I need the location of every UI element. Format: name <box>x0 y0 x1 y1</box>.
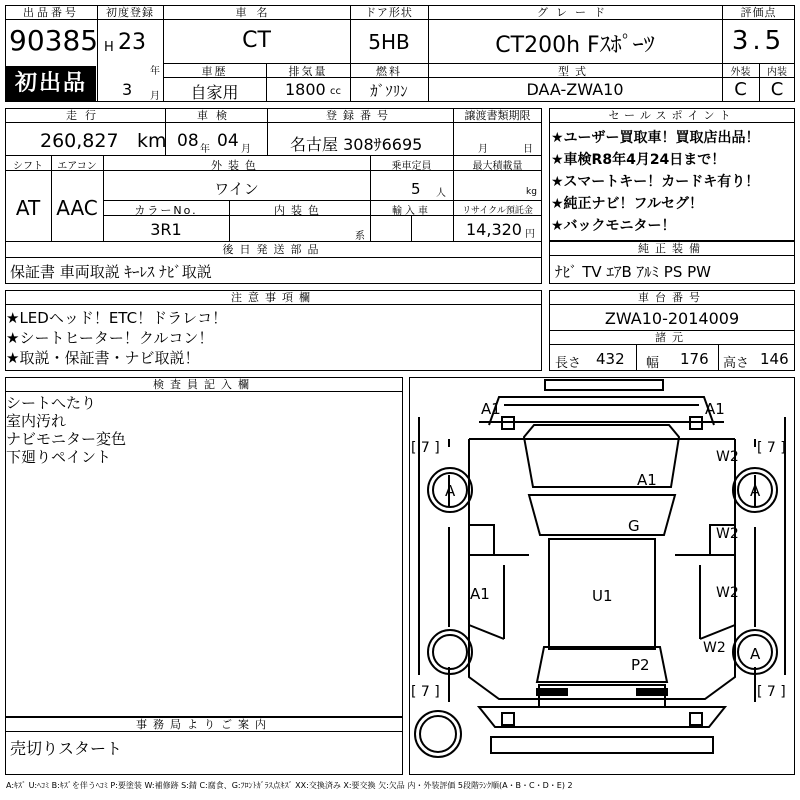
equipment-title: 純正装備 <box>549 241 795 256</box>
sales-point-item: ★純正ナビ！フルセグ！ <box>551 196 703 212</box>
length: 432 <box>596 350 625 368</box>
model: DAA-ZWA10 <box>526 80 624 99</box>
inspector-item: シートへたり <box>6 394 97 412</box>
label-front-right: A1 <box>705 400 725 418</box>
note-item: ★取説・保証書・ナビ取説！ <box>6 349 200 367</box>
label-tire-fl: [ 7 ] <box>411 440 440 456</box>
inspector-item: 下廻りペイント <box>6 448 112 466</box>
car-name: CT <box>242 28 271 53</box>
model-label: 型式 <box>558 65 592 78</box>
sales-point-item: ★スマートキー！カードキ有り！ <box>551 174 760 190</box>
lot-number: 90385 <box>9 24 99 57</box>
label-wheel-rr: A <box>750 645 761 663</box>
label-windshield: G <box>628 517 640 535</box>
history: 自家用 <box>190 83 239 102</box>
spare-tire <box>415 711 461 757</box>
door-shape: 5HB <box>368 30 410 54</box>
score-label: 評価点 <box>722 5 795 20</box>
shift-label: シフト <box>13 161 43 172</box>
label-hood: A1 <box>637 471 657 489</box>
plate-label: 登録番号 <box>267 108 453 123</box>
max-load-unit: kg <box>526 187 537 197</box>
label-door-rr: W2 <box>716 585 739 601</box>
inspection-year-unit: 年 <box>200 144 210 155</box>
inspection-label: 車検 <box>165 108 267 123</box>
inspector-item: 室内汚れ <box>6 412 67 430</box>
front-outline <box>489 397 714 425</box>
first-listing-badge: 初出品 <box>6 66 96 101</box>
inspection-year: 08 <box>177 131 199 151</box>
label-door-fr: W2 <box>716 526 739 542</box>
max-load-label: 最大積載量 <box>472 161 523 172</box>
recycle-label: リサイクル預託金 <box>462 206 533 216</box>
grade-label: グレード <box>428 5 722 20</box>
label-quarter-rr: W2 <box>703 640 726 656</box>
sales-points-list <box>551 127 793 237</box>
note-item: ★LEDヘッド！ETC！ドラレコ！ <box>6 309 228 327</box>
label-left-door: A1 <box>470 585 490 603</box>
notes-title: 注意事項欄 <box>5 290 542 305</box>
label-roof: U1 <box>592 587 613 605</box>
score: 3.5 <box>731 26 786 56</box>
later-parts-text: 保証書 車両取説 ｷｰﾚｽ ﾅﾋﾞ取説 <box>10 263 212 281</box>
transfer-day-unit: 日 <box>523 144 533 155</box>
sales-point-item: ★ユーザー買取車！買取店出品！ <box>551 130 760 146</box>
later-parts-label: 後日発送部品 <box>222 243 325 256</box>
ac: AAC <box>56 196 98 220</box>
displacement: 1800 <box>285 80 326 99</box>
chassis-title: 車台番号 <box>549 290 795 305</box>
height-label: 高さ <box>723 356 750 371</box>
length-label: 長さ <box>555 356 582 371</box>
office-title: 事務局よりご案内 <box>5 717 403 732</box>
reg-month: 3 <box>122 80 133 99</box>
mileage-unit: km <box>137 130 167 152</box>
fuel-label: 燃料 <box>376 65 402 78</box>
capacity: 5 <box>411 180 421 198</box>
interior-color-label: 内装色 <box>274 204 325 217</box>
label-fender-fr: W2 <box>716 449 739 465</box>
transfer-month-unit: 月 <box>478 144 488 155</box>
car-name-label: 車名 <box>163 5 350 20</box>
door-label: ドア形状 <box>350 5 428 20</box>
era-letter: H <box>104 40 114 55</box>
lot-number-label: 出品番号 <box>5 5 97 20</box>
grade: CT200h Fｽﾎﾟｰﾂ <box>495 33 655 58</box>
interior-color-unit: 系 <box>355 231 365 242</box>
reg-year: 23 <box>118 30 146 55</box>
interior-label: 内装 <box>767 67 787 78</box>
inspection-month: 04 <box>217 131 239 151</box>
inspector-title: 検査員記入欄 <box>5 377 403 392</box>
height: 146 <box>760 350 789 368</box>
color-no: 3R1 <box>150 220 182 239</box>
ac-label: エアコン <box>57 161 97 172</box>
history-label: 車歴 <box>201 65 228 78</box>
exterior-grade: C <box>734 79 747 100</box>
first-reg-label: 初度登録 <box>97 5 163 20</box>
color: ワイン <box>214 180 259 198</box>
color-label: 外装色 <box>211 159 262 172</box>
car-outline-diagram <box>409 377 795 775</box>
plate: 名古屋 308ｻ6695 <box>290 135 423 154</box>
label-wheel-fr: A <box>750 482 761 500</box>
color-no-label: カラーNo. <box>134 204 198 217</box>
interior-grade: C <box>770 79 784 100</box>
label-front-left: A1 <box>481 400 501 418</box>
mileage: 260,827 <box>40 130 119 152</box>
exterior-label: 外装 <box>730 67 751 78</box>
office-text: 売切りスタート <box>10 739 123 758</box>
inspection-month-unit: 月 <box>241 144 251 155</box>
inspector-list <box>6 394 396 466</box>
front-bumper <box>545 380 663 390</box>
recycle-unit: 円 <box>525 229 535 240</box>
recycle: 14,320 <box>466 220 522 239</box>
windshield <box>529 495 675 535</box>
fuel: ｶﾞｿﾘﾝ <box>370 82 408 100</box>
chassis-number: ZWA10-2014009 <box>604 309 740 328</box>
displacement-unit: cc <box>330 86 341 97</box>
shift: AT <box>15 196 41 220</box>
rear-outline <box>469 657 735 699</box>
import-label: 輸入車 <box>392 206 431 217</box>
equipment-text: ﾅﾋﾞ TV ｴｱB ｱﾙﾐ PS PW <box>555 263 711 281</box>
label-rear-glass: P2 <box>631 656 650 674</box>
mileage-label: 走行 <box>5 108 165 123</box>
label-tire-fr: [ 7 ] <box>757 440 786 456</box>
legend: A:ｷｽﾞ U:ﾍｺﾐ B:ｷｽﾞを伴うﾍｺﾐ P:要塗装 W:補修跡 S:錆 C:腐食、G:ﾌﾛﾝﾄｶﾞﾗｽ点ｷｽﾞ XX:交換済み X:要交換 欠:欠品 内・外装評価 5段階ﾗﾝｸ順(A・B・C・D・E) 2 <box>6 781 573 790</box>
rear-bumper <box>491 737 713 753</box>
notes-list <box>6 308 536 368</box>
displacement-label: 排気量 <box>288 65 328 78</box>
sales-point-item: ★車検R8年4月24日まで！ <box>551 152 726 168</box>
sales-point-item: ★バックモニター！ <box>551 218 676 234</box>
capacity-unit: 人 <box>436 188 446 199</box>
specs-title: 諸元 <box>549 330 795 345</box>
inspector-item: ナビモニター変色 <box>6 430 127 448</box>
label-tire-rl: [ 7 ] <box>411 684 440 700</box>
label-tire-rr: [ 7 ] <box>757 684 786 700</box>
sales-points-title: セールスポイント <box>549 108 795 123</box>
label-wheel-fl: A <box>445 482 456 500</box>
transfer-label: 譲渡書類期限 <box>453 108 542 123</box>
width: 176 <box>680 350 709 368</box>
month-unit: 月 <box>150 91 160 102</box>
year-unit: 年 <box>150 66 160 77</box>
width-label: 幅 <box>646 356 660 371</box>
capacity-label: 乗車定員 <box>391 161 432 172</box>
note-item: ★シートヒーター！クルコン！ <box>6 329 214 347</box>
